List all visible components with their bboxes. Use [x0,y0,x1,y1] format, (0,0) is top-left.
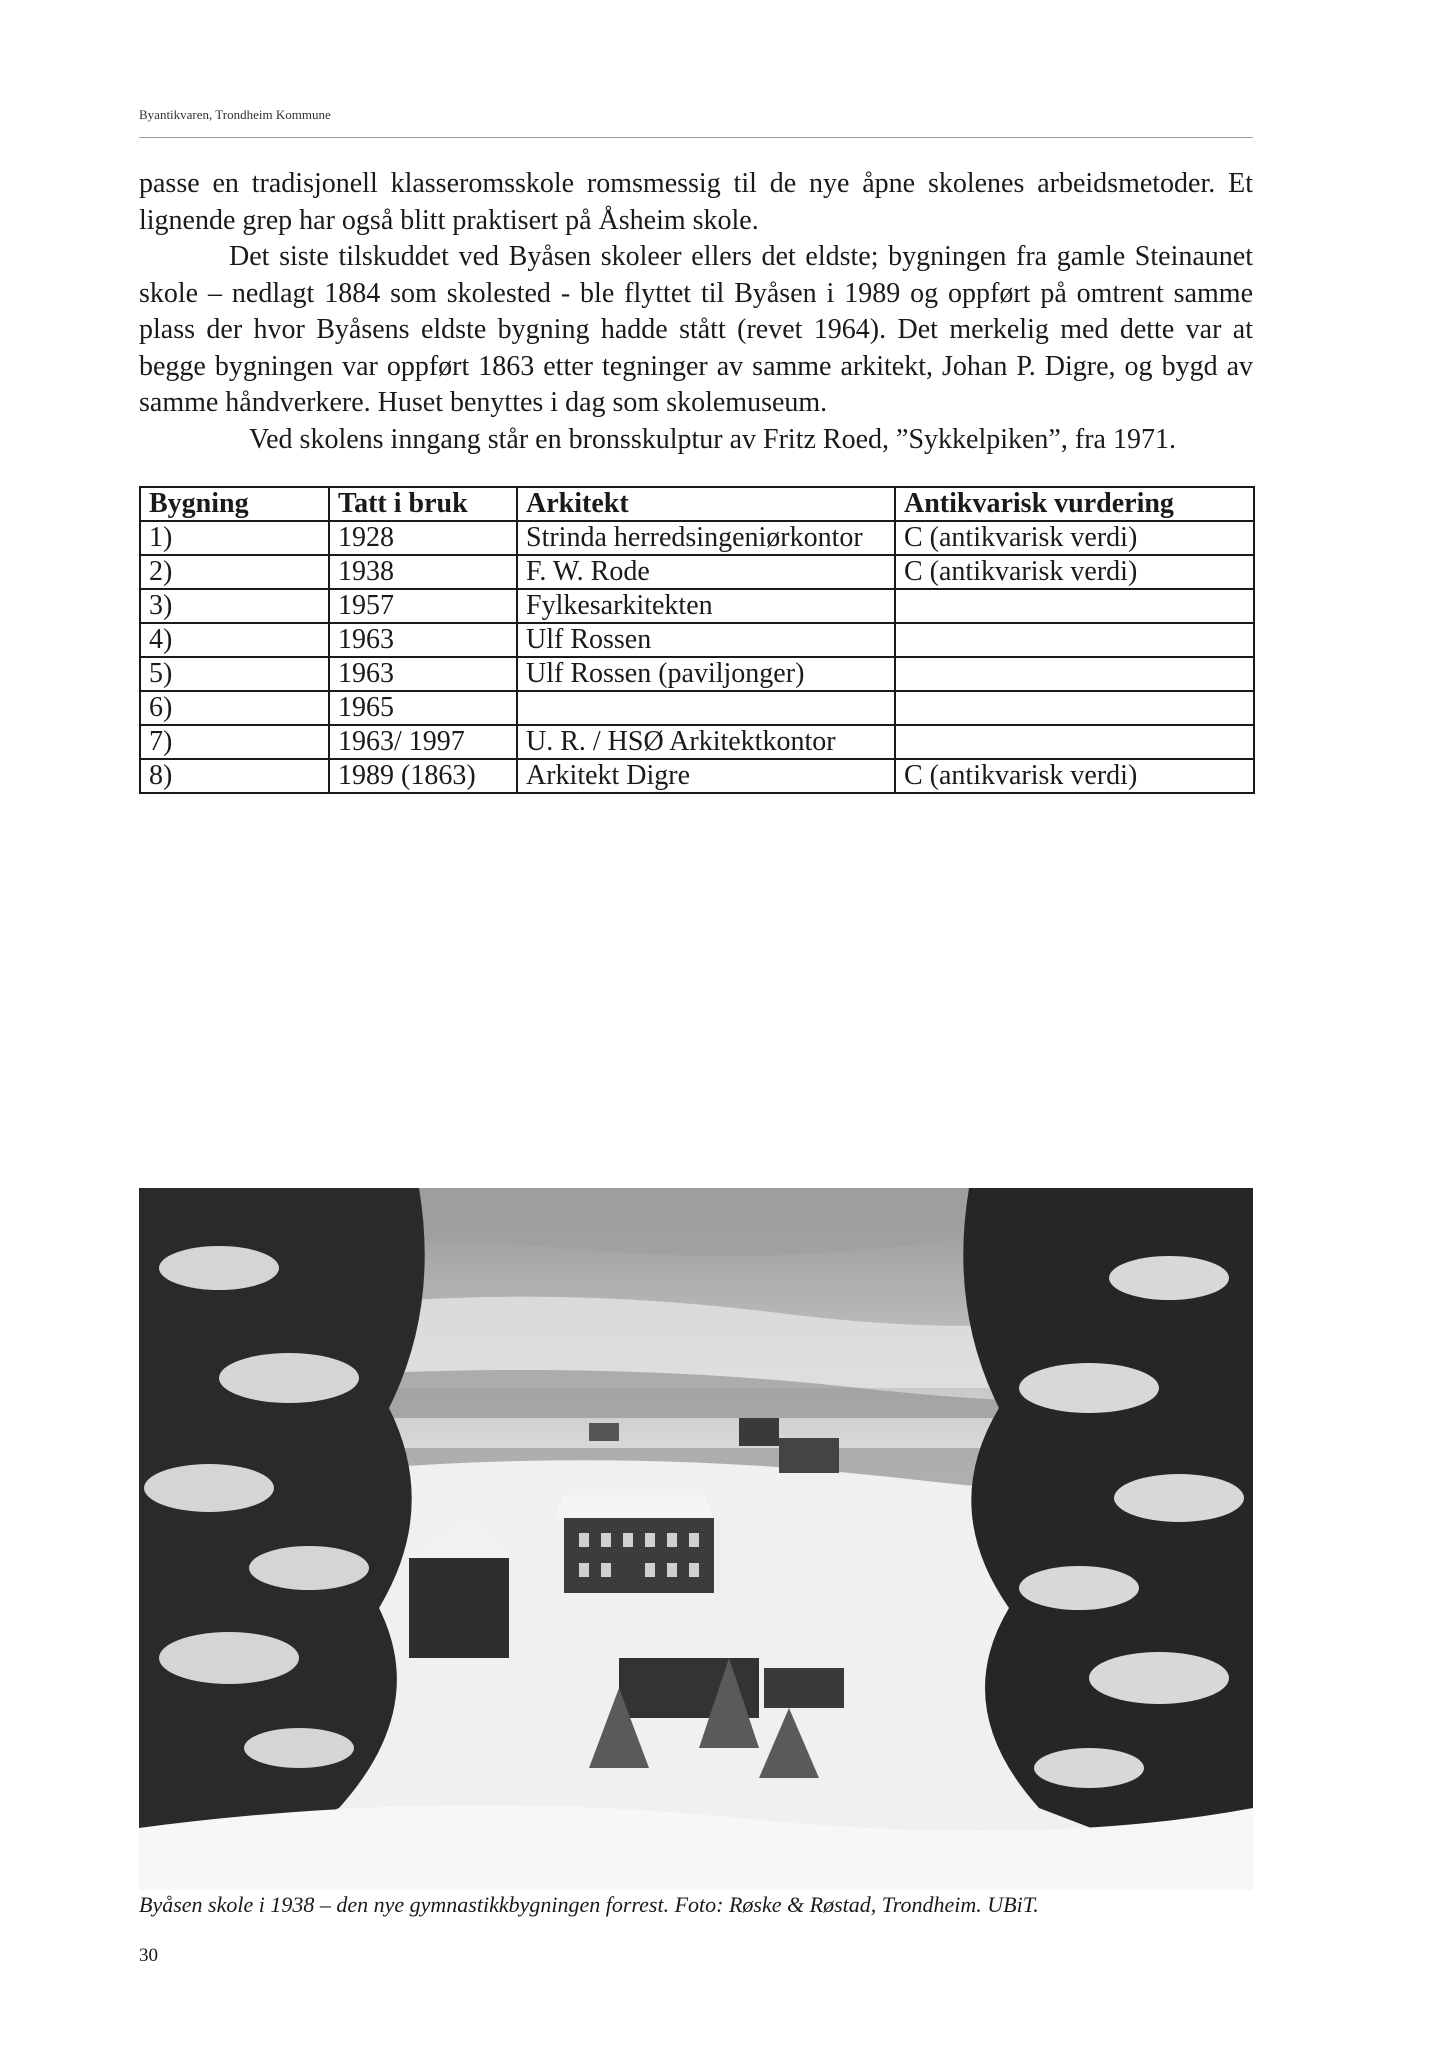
table-cell: C (antikvarisk verdi) [895,521,1254,555]
table-row [140,521,1254,555]
column-header: Antikvarisk vurdering [895,487,1254,521]
table-row [140,759,1254,793]
table-cell: 1938 [329,555,517,589]
table-cell: F. W. Rode [517,555,895,589]
table-cell [895,623,1254,657]
column-header: Tatt i bruk [329,487,517,521]
table-cell: Strinda herredsingeniørkontor [517,521,895,555]
table-row [140,589,1254,623]
header-divider [139,137,1253,138]
table-cell: U. R. / HSØ Arkitektkontor [517,725,895,759]
school-photo [139,1188,1253,1890]
snowy-landscape-image [139,1188,1253,1890]
column-header: Arkitekt [517,487,895,521]
table-cell: 7) [140,725,329,759]
table-cell: C (antikvarisk verdi) [895,555,1254,589]
table-cell: 3) [140,589,329,623]
table-cell: 8) [140,759,329,793]
table-row [140,657,1254,691]
paragraph: Ved skolens inngang står en bronsskulptur av Fritz Roed, ”Sykkelpiken”, fra 1971. [249,423,1176,455]
running-header: Byantikvaren, Trondheim Kommune [139,107,331,122]
table-cell: 5) [140,657,329,691]
table-cell: 6) [140,691,329,725]
table-cell: 1957 [329,589,517,623]
paragraph: Det siste tilskuddet ved Byåsen skoleer ellers det eldste; bygningen fra gamle Steinaunet skole – nedlagt 1884 som skolested - ble flyttet til Byåsen i 1989 og oppført på omtrent samme plass der hvor Byåsens eldste bygning hadde stått (revet 1964). Det merkelig med dette var at begge bygningen var oppført 1863 etter tegninger av samme arkitekt, Johan P. Digre, og bygd av samme håndverkere. Huset benyttes i dag som skolemuseum. [139,241,1253,418]
table-cell: Arkitekt Digre [517,759,895,793]
table-cell: Fylkesarkitekten [517,589,895,623]
table-row [140,691,1254,725]
page-number: 30 [139,1945,158,1966]
table-cell: 1963/ 1997 [329,725,517,759]
table-cell [517,691,895,725]
table-cell: Ulf Rossen (paviljonger) [517,657,895,691]
photo-caption: Byåsen skole i 1938 – den nye gymnastikkbygningen forrest. Foto: Røske & Røstad, Trondheim. UBiT. [139,1892,1039,1917]
column-header: Bygning [140,487,329,521]
body-text [139,166,1253,458]
paragraph: passe en tradisjonell klasseromsskole romsmessig til de nye åpne skolenes arbeidsmetoder. Et lignende grep har også blitt praktisert på Åsheim skole. [139,168,1253,236]
table-cell: 1) [140,521,329,555]
table-row [140,555,1254,589]
table-cell: 1989 (1863) [329,759,517,793]
table-cell: 1965 [329,691,517,725]
table-cell: 1963 [329,623,517,657]
table-row [140,623,1254,657]
buildings-table [139,486,1255,794]
table-header-row [140,487,1254,521]
table-row [140,725,1254,759]
table-cell [895,657,1254,691]
table-cell: 2) [140,555,329,589]
table-cell: 1963 [329,657,517,691]
table-cell [895,691,1254,725]
table-cell: C (antikvarisk verdi) [895,759,1254,793]
table-cell: Ulf Rossen [517,623,895,657]
table-cell [895,589,1254,623]
table-cell [895,725,1254,759]
table-cell: 1928 [329,521,517,555]
table-cell: 4) [140,623,329,657]
